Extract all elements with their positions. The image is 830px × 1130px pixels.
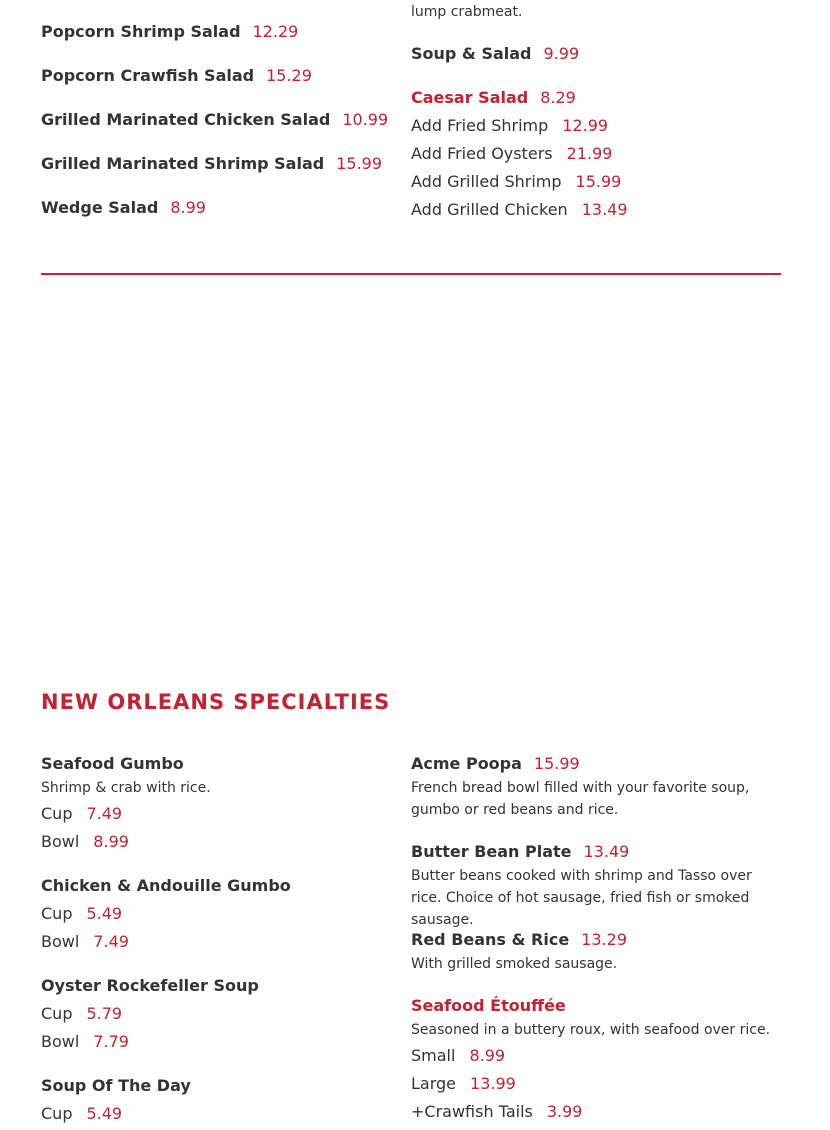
size-option — [41, 903, 122, 925]
item-name: Soup & Salad — [411, 44, 532, 63]
addon-option — [411, 143, 612, 165]
size-label: Large — [411, 1074, 457, 1093]
item-description: lump crabmeat. — [411, 4, 523, 20]
size-label: Cup — [41, 1004, 73, 1023]
size-price: 7.49 — [93, 932, 129, 951]
size-option — [411, 1073, 516, 1095]
item-description: French bread bowl filled with your favorite soup, gumbo or red beans and rice. — [411, 780, 750, 818]
menu-item — [41, 65, 312, 87]
item-name: Chicken & Andouille Gumbo — [41, 876, 291, 895]
size-option — [41, 1103, 122, 1125]
size-label: Bowl — [41, 1032, 80, 1051]
menu-item — [41, 875, 291, 897]
item-price: 13.29 — [581, 930, 627, 949]
size-label: Bowl — [41, 932, 80, 951]
menu-item — [411, 929, 627, 951]
addon-price: 13.49 — [581, 200, 628, 219]
size-price: 5.79 — [86, 1004, 123, 1023]
addon-price: 21.99 — [566, 144, 613, 163]
menu-item — [41, 753, 184, 775]
menu-item — [41, 109, 388, 131]
size-label: Small — [411, 1046, 456, 1065]
size-price: 8.99 — [469, 1046, 506, 1065]
item-name: Grilled Marinated Chicken Salad — [41, 110, 331, 129]
item-price: 15.29 — [266, 66, 312, 85]
addon-option — [411, 171, 621, 193]
item-name: Seafood Gumbo — [41, 754, 184, 773]
menu-item — [41, 975, 259, 997]
addon-label: Add Grilled Chicken — [411, 200, 568, 219]
item-name: Wedge Salad — [41, 198, 159, 217]
size-label: Cup — [41, 1104, 73, 1123]
size-price: 5.49 — [86, 904, 123, 923]
addon-price: 15.99 — [575, 172, 622, 191]
size-label: Cup — [41, 804, 73, 823]
item-description: Shrimp & crab with rice. — [41, 780, 211, 796]
menu-item — [411, 841, 629, 863]
item-name: Soup Of The Day — [41, 1076, 191, 1095]
item-price: 9.99 — [543, 44, 580, 63]
menu-item — [411, 43, 579, 65]
item-description: Butter beans cooked with shrimp and Tasso over rice. Choice of hot sausage, fried fish or smoked sausage. — [411, 868, 752, 928]
item-name: Popcorn Shrimp Salad — [41, 22, 241, 41]
size-option — [411, 1101, 582, 1123]
size-label: +Crawfish Tails — [411, 1102, 533, 1121]
section-divider — [41, 273, 781, 275]
item-name: Popcorn Crawfish Salad — [41, 66, 255, 85]
size-option — [411, 1045, 505, 1067]
item-price: 8.29 — [540, 88, 576, 107]
item-price: 13.49 — [583, 842, 630, 861]
addon-label: Add Fried Oysters — [411, 144, 553, 163]
size-price: 13.99 — [470, 1074, 516, 1093]
item-price: 10.99 — [342, 110, 389, 129]
item-name: Oyster Rockefeller Soup — [41, 976, 259, 995]
menu-item — [41, 1075, 191, 1097]
size-label: Bowl — [41, 832, 80, 851]
menu-item — [41, 153, 382, 175]
menu-item — [411, 753, 580, 775]
item-name: Butter Bean Plate — [411, 842, 572, 861]
item-name: Red Beans & Rice — [411, 930, 570, 949]
menu-item — [41, 21, 298, 43]
menu-item — [41, 197, 206, 219]
item-name: Grilled Marinated Shrimp Salad — [41, 154, 325, 173]
addon-option — [411, 115, 608, 137]
item-name: Seafood Étouffée — [411, 996, 566, 1015]
addon-price: 12.99 — [562, 116, 609, 135]
item-description: Seasoned in a buttery roux, with seafood over rice. — [411, 1022, 771, 1038]
size-option — [41, 831, 129, 853]
section-heading: NEW ORLEANS SPECIALTIES — [41, 690, 391, 714]
size-label: Cup — [41, 904, 73, 923]
size-option — [41, 1031, 129, 1053]
addon-label: Add Grilled Shrimp — [411, 172, 562, 191]
item-price: 15.99 — [533, 754, 580, 773]
size-price: 7.49 — [86, 804, 123, 823]
item-description: With grilled smoked sausage. — [411, 956, 618, 972]
item-price: 12.29 — [252, 22, 299, 41]
menu-item-etouffee — [411, 995, 566, 1017]
size-option — [41, 1003, 122, 1025]
item-name: Acme Poopa — [411, 754, 522, 773]
menu-item-caesar — [411, 87, 576, 109]
item-price: 15.99 — [336, 154, 383, 173]
addon-label: Add Fried Shrimp — [411, 116, 549, 135]
item-price: 8.99 — [170, 198, 206, 217]
size-price: 5.49 — [86, 1104, 123, 1123]
size-option — [41, 803, 122, 825]
size-price: 7.79 — [93, 1032, 129, 1051]
size-price: 8.99 — [93, 832, 129, 851]
size-price: 3.99 — [546, 1102, 583, 1121]
item-name: Caesar Salad — [411, 88, 529, 107]
size-option — [41, 931, 129, 953]
addon-option — [411, 199, 628, 221]
